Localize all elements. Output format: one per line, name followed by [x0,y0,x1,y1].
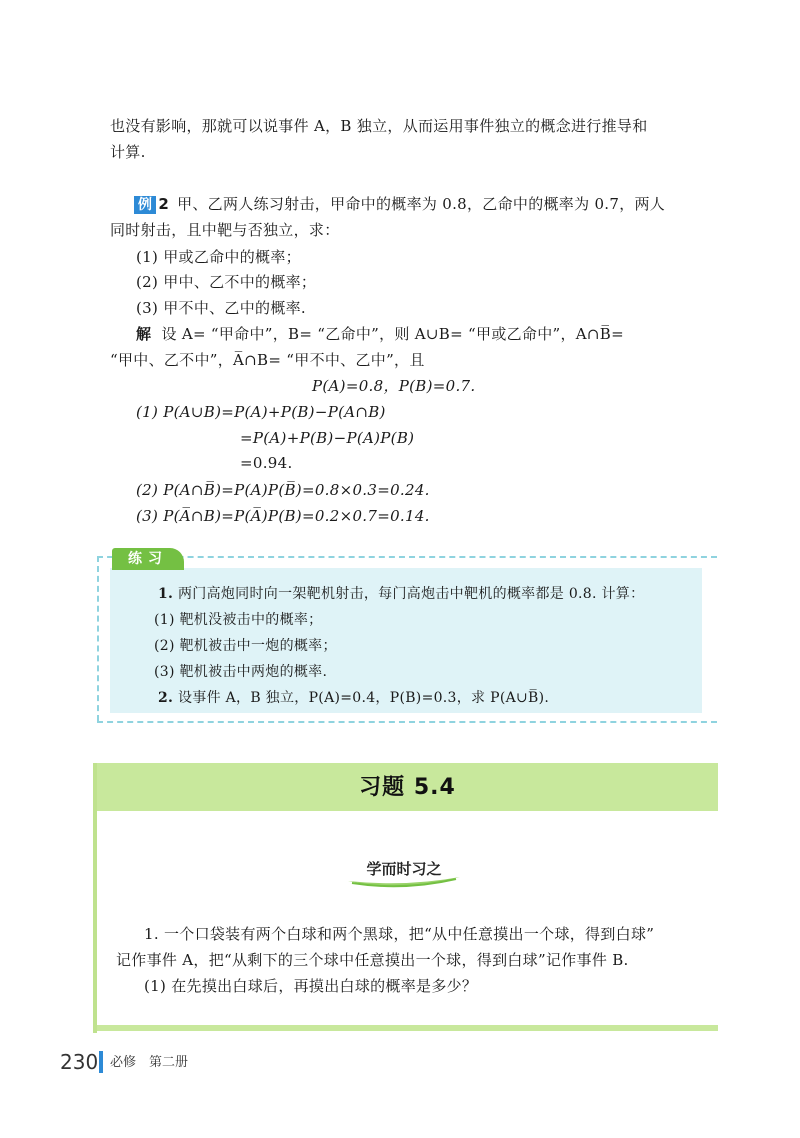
practice-tab: 练习 [112,548,184,570]
example-number: 2 [158,195,170,213]
practice-item-1 [158,584,644,604]
exercise-title: 习题 5.4 [359,775,456,800]
example-question-1: (1) 甲或乙命中的概率； [136,248,301,266]
practice-item-2 [158,688,549,708]
practice-item-1a: (1) 靶机没被击中的概率； [154,612,323,628]
solution-line-1 [136,324,624,344]
exercise-1-line-2: 记作事件 A，把“从剩下的三个球中任意摸出一个球，得到白球”记作事件 B. [116,951,629,969]
example-question-3: (3) 甲不中、乙中的概率. [136,299,306,317]
solution-label: 解 [136,325,152,343]
practice-item-2-number: 2. [158,690,174,706]
footer-book-title: 必修 第二册 [110,1055,189,1070]
solution-step-1c: =0.94. [240,454,293,472]
exercise-1-line-1: 1. 一个口袋装有两个白球和两个黑球，把“从中任意摸出一个球，得到白球” [144,925,655,943]
section-label: 学而时习之 [366,860,442,878]
example-heading [134,194,665,214]
practice-item-1c: (3) 靶机被击中两炮的概率. [154,664,328,680]
intro-line-1: 也没有影响，那就可以说事件 A，B 独立，从而运用事件独立的概念进行推导和 [110,117,648,135]
solution-step-3: (3) P(A̅∩B)=P(A̅)P(B)=0.2×0.7=0.14. [136,507,430,525]
solution-step-1a: (1) P(A∪B)=P(A)+P(B)−P(A∩B) [136,403,386,421]
solution-text-1: 设 A= “甲命中”，B= “乙命中”，则 A∪B= “甲或乙命中”，A∩B̅= [161,325,624,343]
practice-box-left-border [97,556,99,721]
exercise-bottom-bar [97,1025,718,1031]
practice-item-1b: (2) 靶机被击中一炮的概率； [154,638,337,654]
exercise-1-question-1: (1) 在先摸出白球后，再摸出白球的概率是多少？ [144,977,478,995]
example-question-2: (2) 甲中、乙不中的概率； [136,273,317,291]
page-number: 230 [60,1050,99,1074]
example-badge: 例 [134,196,156,214]
practice-item-1-number: 1. [158,586,174,602]
solution-line-3: P(A)=0.8，P(B)=0.7. [312,377,476,395]
solution-step-2: (2) P(A∩B̅)=P(A)P(B̅)=0.8×0.3=0.24. [136,481,430,499]
intro-line-2: 计算. [110,143,146,161]
practice-item-1-text: 两门高炮同时向一架靶机射击，每门高炮击中靶机的概率都是 0.8. 计算： [177,586,645,602]
solution-step-1b: =P(A)+P(B)−P(A)P(B) [240,429,415,447]
practice-item-2-text: 设事件 A，B 独立，P(A)=0.4，P(B)=0.3，求 P(A∪B̅). [177,690,550,706]
solution-line-2: “甲中、乙不中”，A̅∩B= “甲不中、乙中”，且 [110,351,425,369]
footer-accent-bar [99,1051,103,1073]
example-line-2: 同时射击，且中靶与否独立，求： [110,221,340,239]
example-line-1: 甲、乙两人练习射击，甲命中的概率为 0.8，乙命中的概率为 0.7，两人 [177,195,666,213]
